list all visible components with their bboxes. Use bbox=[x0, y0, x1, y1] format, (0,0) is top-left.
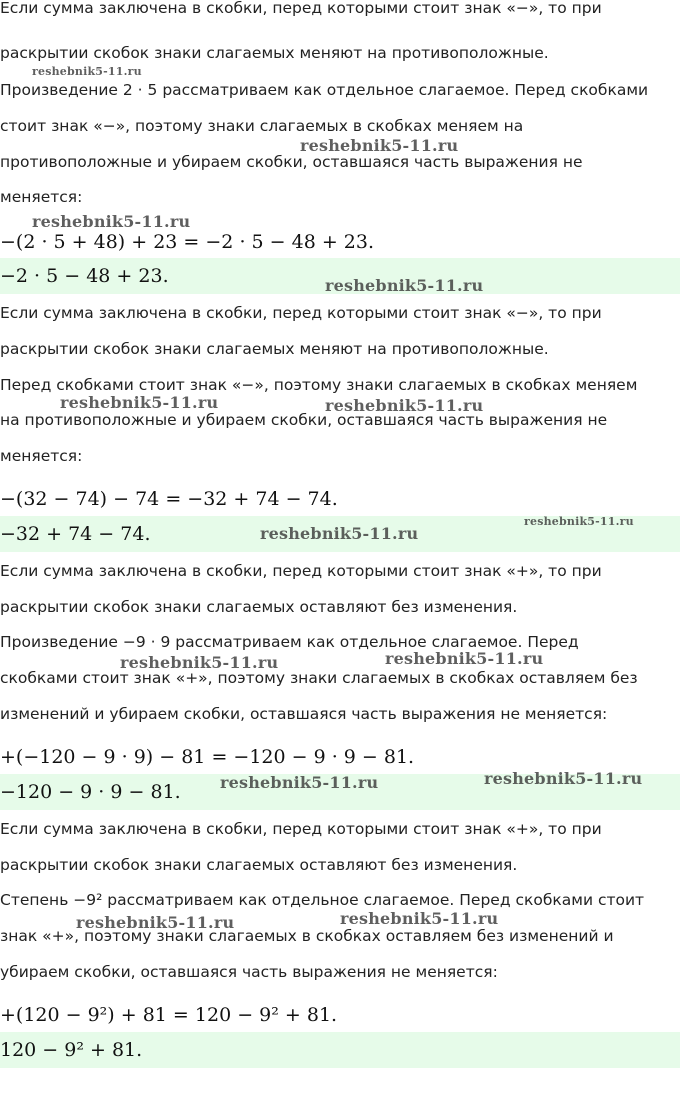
watermark-text: reshebnik5-11.ru bbox=[325, 396, 484, 415]
watermark-text: reshebnik5-11.ru bbox=[220, 773, 379, 792]
watermark-text: reshebnik5-11.ru bbox=[60, 393, 219, 412]
paragraph-line: убираем скобки, оставшаяся часть выражения не меняется: bbox=[0, 963, 498, 981]
paragraph-line: раскрытии скобок знаки слагаемых оставляют без изменения. bbox=[0, 856, 518, 874]
watermark-text: reshebnik5-11.ru bbox=[325, 276, 484, 295]
watermark-text: reshebnik5-11.ru bbox=[32, 65, 142, 78]
watermark-text: reshebnik5-11.ru bbox=[524, 515, 634, 528]
watermark-text: reshebnik5-11.ru bbox=[260, 524, 419, 543]
answer: −2 · 5 − 48 + 23. bbox=[0, 265, 169, 287]
watermark-text: reshebnik5-11.ru bbox=[32, 212, 191, 231]
equation: +(−120 − 9 · 9) − 81 = −120 − 9 · 9 − 81. bbox=[0, 746, 415, 768]
equation: +(120 − 9²) + 81 = 120 − 9² + 81. bbox=[0, 1004, 338, 1026]
watermark-text: reshebnik5-11.ru bbox=[385, 649, 544, 668]
paragraph-line: меняется: bbox=[0, 447, 83, 465]
answer: −120 − 9 · 9 − 81. bbox=[0, 781, 181, 803]
equation: −(32 − 74) − 74 = −32 + 74 − 74. bbox=[0, 488, 338, 510]
paragraph-line: скобками стоит знак «+», поэтому знаки слагаемых в скобках оставляем без bbox=[0, 669, 638, 687]
paragraph-line: на противоположные и убираем скобки, оставшаяся часть выражения не bbox=[0, 411, 608, 429]
paragraph-line: меняется: bbox=[0, 188, 83, 206]
paragraph-line: Если сумма заключена в скобки, перед которыми стоит знак «+», то при bbox=[0, 820, 602, 838]
watermark-text: reshebnik5-11.ru bbox=[340, 909, 499, 928]
paragraph-line: Произведение −9 · 9 рассматриваем как отдельное слагаемое. Перед bbox=[0, 633, 579, 651]
watermark-text: reshebnik5-11.ru bbox=[120, 653, 279, 672]
paragraph-line: изменений и убираем скобки, оставшаяся часть выражения не меняется: bbox=[0, 705, 608, 723]
paragraph-line: раскрытии скобок знаки слагаемых меняют на противоположные. bbox=[0, 44, 549, 62]
paragraph-line: стоит знак «−», поэтому знаки слагаемых в скобках меняем на bbox=[0, 117, 524, 135]
watermark-text: reshebnik5-11.ru bbox=[300, 136, 459, 155]
paragraph-line: Произведение 2 · 5 рассматриваем как отдельное слагаемое. Перед скобками bbox=[0, 81, 649, 99]
answer: 120 − 9² + 81. bbox=[0, 1039, 143, 1061]
paragraph-line: противоположные и убираем скобки, оставшаяся часть выражения не bbox=[0, 153, 583, 171]
watermark-text: reshebnik5-11.ru bbox=[484, 769, 643, 788]
answer: −32 + 74 − 74. bbox=[0, 523, 151, 545]
paragraph-line: Если сумма заключена в скобки, перед которыми стоит знак «−», то при bbox=[0, 304, 602, 322]
equation: −(2 · 5 + 48) + 23 = −2 · 5 − 48 + 23. bbox=[0, 231, 374, 253]
watermark-text: reshebnik5-11.ru bbox=[76, 913, 235, 932]
paragraph-line: раскрытии скобок знаки слагаемых меняют на противоположные. bbox=[0, 340, 549, 358]
paragraph-line: Степень −9² рассматриваем как отдельное слагаемое. Перед скобками стоит bbox=[0, 891, 645, 909]
paragraph-line: знак «+», поэтому знаки слагаемых в скобках оставляем без изменений и bbox=[0, 927, 614, 945]
paragraph-line: раскрытии скобок знаки слагаемых оставляют без изменения. bbox=[0, 598, 518, 616]
paragraph-line: Если сумма заключена в скобки, перед которыми стоит знак «−», то при bbox=[0, 0, 602, 17]
paragraph-line: Если сумма заключена в скобки, перед которыми стоит знак «+», то при bbox=[0, 562, 602, 580]
paragraph-line: Перед скобками стоит знак «−», поэтому знаки слагаемых в скобках меняем bbox=[0, 376, 638, 394]
